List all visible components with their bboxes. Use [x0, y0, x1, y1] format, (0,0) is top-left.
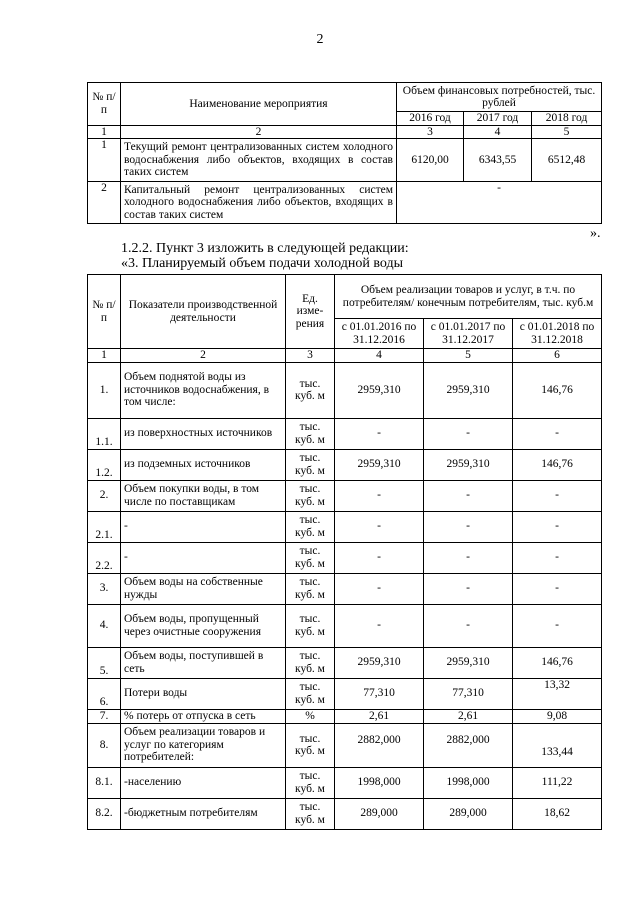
row-value-2017: 77,310	[424, 678, 513, 709]
table-row	[88, 647, 602, 678]
row-merged-value: -	[397, 182, 602, 224]
row-value-2016: 6120,00	[397, 139, 464, 182]
col-number: 5	[532, 125, 602, 139]
row-value-2017: -	[424, 604, 513, 647]
row-value-2018: -	[513, 604, 602, 647]
row-indicator: -	[121, 542, 286, 573]
row-number: 8.	[88, 723, 121, 767]
closing-quote: ».	[590, 226, 601, 241]
table-title: «3. Планируемый объем подачи холодной воды	[121, 256, 403, 271]
row-indicator: из подземных источников	[121, 449, 286, 480]
table-row	[88, 573, 602, 604]
section-heading: 1.2.2. Пункт 3 изложить в следующей редакции:	[121, 241, 409, 256]
row-value-2017: 2959,310	[424, 647, 513, 678]
col-number: 2	[121, 125, 397, 139]
col-header-unit: Ед. изме- рения	[286, 275, 335, 349]
col-header-sales: Объем реализации товаров и услуг, в т.ч. по потребителям/ конечным потребителям, тыс. куб.м	[335, 275, 602, 319]
row-indicator: -	[121, 511, 286, 542]
row-value-2016: 2959,310	[335, 362, 424, 418]
row-value-2018: -	[513, 418, 602, 449]
col-number: 1	[88, 349, 121, 363]
row-value-2018: 9,08	[513, 709, 602, 723]
row-number: 6.	[88, 678, 121, 709]
row-value-2016: -	[335, 542, 424, 573]
row-indicator: -населению	[121, 767, 286, 798]
row-value-2017: -	[424, 418, 513, 449]
table-row	[88, 139, 602, 182]
col-header-number: № п/п	[88, 83, 121, 126]
row-value-2016: 289,000	[335, 798, 424, 829]
row-indicator: Объем воды, поступившей в сеть	[121, 647, 286, 678]
row-value-2018: -	[513, 511, 602, 542]
row-unit: тыс. куб. м	[286, 449, 335, 480]
table-row	[88, 709, 602, 723]
row-unit: тыс. куб. м	[286, 542, 335, 573]
column-number-row	[88, 125, 602, 139]
row-value-2018: -	[513, 542, 602, 573]
table-row	[88, 449, 602, 480]
row-value-2016: 77,310	[335, 678, 424, 709]
water-supply-table	[87, 274, 602, 830]
row-number: 2	[88, 182, 121, 224]
row-value-2016: 2,61	[335, 709, 424, 723]
row-value-2017: 289,000	[424, 798, 513, 829]
row-unit: тыс. куб. м	[286, 767, 335, 798]
row-value-2017: -	[424, 573, 513, 604]
table-row	[88, 678, 602, 709]
table-row	[88, 604, 602, 647]
row-unit: тыс. куб. м	[286, 573, 335, 604]
row-value-2017: -	[424, 542, 513, 573]
col-header-period-2017: с 01.01.2017 по 31.12.2017	[424, 319, 513, 349]
row-indicator: Объем воды, пропущенный через очистные сооружения	[121, 604, 286, 647]
row-value-2018: 18,62	[513, 798, 602, 829]
row-value-2018: 13,32	[513, 678, 602, 709]
row-indicator: % потерь от отпуска в сеть	[121, 709, 286, 723]
row-unit: тыс. куб. м	[286, 418, 335, 449]
row-event-name: Капитальный ремонт централизованных систем холодного водоснабжения либо объектов, входящих в состав таких систем	[121, 182, 397, 224]
row-number: 1.	[88, 362, 121, 418]
table-row	[88, 182, 602, 224]
row-value-2016: -	[335, 573, 424, 604]
col-header-event-name: Наименование мероприятия	[121, 83, 397, 126]
row-number: 5.	[88, 647, 121, 678]
row-value-2016: 1998,000	[335, 767, 424, 798]
row-unit: тыс. куб. м	[286, 511, 335, 542]
col-number: 2	[121, 349, 286, 363]
row-unit: тыс. куб. м	[286, 678, 335, 709]
row-unit: тыс. куб. м	[286, 798, 335, 829]
col-number: 3	[286, 349, 335, 363]
row-value-2016: -	[335, 418, 424, 449]
table-row	[88, 542, 602, 573]
row-number: 1.2.	[88, 449, 121, 480]
row-value-2017: 2,61	[424, 709, 513, 723]
row-unit: тыс. куб. м	[286, 647, 335, 678]
row-number: 8.1.	[88, 767, 121, 798]
row-indicator: Объем покупки воды, в том числе по поставщикам	[121, 480, 286, 511]
col-header-2018: 2018 год	[532, 112, 602, 126]
row-value-2018: 146,76	[513, 362, 602, 418]
row-value-2017: 2959,310	[424, 362, 513, 418]
row-value-2018: 146,76	[513, 647, 602, 678]
row-unit: тыс. куб. м	[286, 604, 335, 647]
page-number: 2	[316, 32, 324, 47]
row-number: 8.2.	[88, 798, 121, 829]
row-number: 7.	[88, 709, 121, 723]
row-value-2017: -	[424, 511, 513, 542]
table-row	[88, 798, 602, 829]
row-value-2017: 2882,000	[424, 723, 513, 767]
table-row	[88, 511, 602, 542]
col-header-finance: Объем финансовых потребностей, тыс. рублей	[397, 83, 602, 112]
row-unit: тыс. куб. м	[286, 480, 335, 511]
col-number: 6	[513, 349, 602, 363]
row-value-2018: 133,44	[513, 723, 602, 767]
row-value-2016: -	[335, 511, 424, 542]
table-row	[88, 480, 602, 511]
row-number: 4.	[88, 604, 121, 647]
col-number: 4	[335, 349, 424, 363]
row-value-2018: 6512,48	[532, 139, 602, 182]
row-unit: тыс. куб. м	[286, 723, 335, 767]
row-event-name: Текущий ремонт централизованных систем холодного водоснабжения либо объектов, входящих в состав таких систем	[121, 139, 397, 182]
row-value-2017: 6343,55	[464, 139, 532, 182]
row-unit: %	[286, 709, 335, 723]
col-header-indicator: Показатели производственной деятельности	[121, 275, 286, 349]
table-row	[88, 362, 602, 418]
row-value-2017: -	[424, 480, 513, 511]
table-row	[88, 418, 602, 449]
col-header-period-2018: с 01.01.2018 по 31.12.2018	[513, 319, 602, 349]
col-number: 1	[88, 125, 121, 139]
row-value-2017: 2959,310	[424, 449, 513, 480]
row-value-2016: -	[335, 480, 424, 511]
row-value-2018: -	[513, 480, 602, 511]
col-header-number: № п/п	[88, 275, 121, 349]
row-number: 1.1.	[88, 418, 121, 449]
row-value-2016: -	[335, 604, 424, 647]
row-number: 2.2.	[88, 542, 121, 573]
row-value-2018: 111,22	[513, 767, 602, 798]
row-indicator: Объем воды на собственные нужды	[121, 573, 286, 604]
table-row	[88, 767, 602, 798]
table-row	[88, 723, 602, 767]
row-value-2016: 2882,000	[335, 723, 424, 767]
col-number: 5	[424, 349, 513, 363]
col-header-2017: 2017 год	[464, 112, 532, 126]
column-number-row	[88, 349, 602, 363]
financing-table	[87, 82, 602, 224]
row-unit: тыс. куб. м	[286, 362, 335, 418]
row-indicator: Объем реализации товаров и услуг по категориям потребителей:	[121, 723, 286, 767]
row-number: 1	[88, 139, 121, 182]
col-header-period-2016: с 01.01.2016 по 31.12.2016	[335, 319, 424, 349]
row-indicator: -бюджетным потребителям	[121, 798, 286, 829]
row-indicator: из поверхностных источников	[121, 418, 286, 449]
row-value-2018: -	[513, 573, 602, 604]
row-value-2016: 2959,310	[335, 449, 424, 480]
col-number: 4	[464, 125, 532, 139]
col-header-2016: 2016 год	[397, 112, 464, 126]
row-value-2018: 146,76	[513, 449, 602, 480]
row-value-2017: 1998,000	[424, 767, 513, 798]
row-indicator: Объем поднятой воды из источников водоснабжения, в том числе:	[121, 362, 286, 418]
col-number: 3	[397, 125, 464, 139]
row-number: 2.1.	[88, 511, 121, 542]
row-value-2016: 2959,310	[335, 647, 424, 678]
row-indicator: Потери воды	[121, 678, 286, 709]
row-number: 3.	[88, 573, 121, 604]
row-number: 2.	[88, 480, 121, 511]
